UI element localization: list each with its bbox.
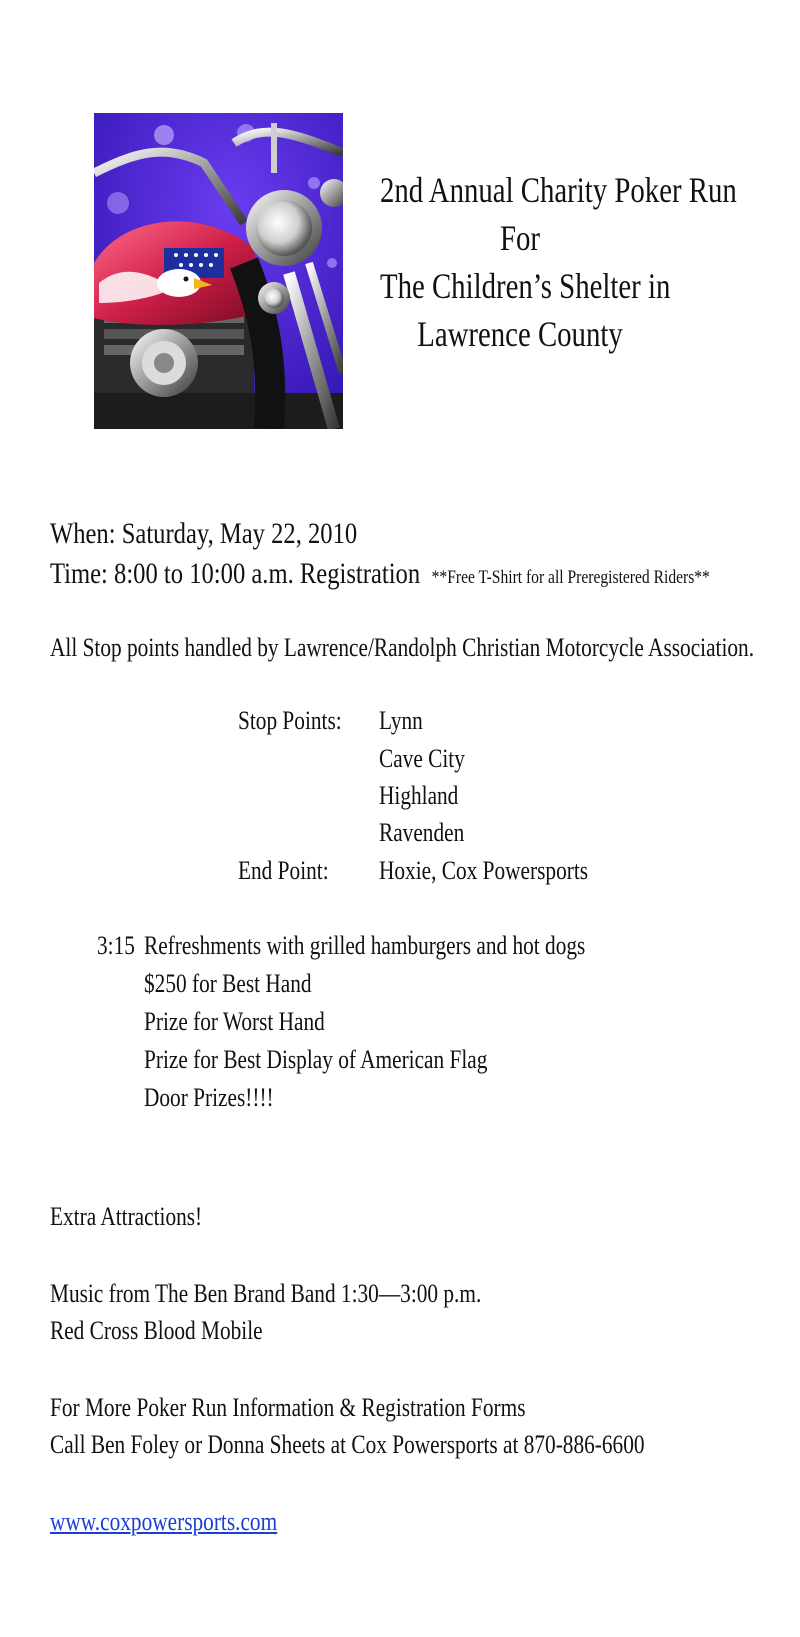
activity-item: $250 for Best Hand xyxy=(144,969,312,998)
stop-points-note: All Stop points handled by Lawrence/Randolph Christian Motorcycle Association. xyxy=(50,633,755,662)
motorcycle-illustration xyxy=(94,113,343,429)
website-link[interactable]: www.coxpowersports.com xyxy=(50,1507,278,1536)
title-line-1: 2nd Annual Charity Poker Run xyxy=(380,170,737,210)
stop-points-label: Stop Points: xyxy=(238,706,342,735)
event-date: When: Saturday, May 22, 2010 xyxy=(50,517,358,550)
stop-point: Lynn xyxy=(379,706,423,735)
stop-point: Cave City xyxy=(379,744,465,773)
stop-point: Ravenden xyxy=(379,818,465,847)
activity-item: Prize for Best Display of American Flag xyxy=(144,1045,488,1074)
contact-phone-line: Call Ben Foley or Donna Sheets at Cox Powersports at 870-886-6600 xyxy=(50,1430,645,1459)
end-point-label: End Point: xyxy=(238,856,329,885)
event-time xyxy=(50,557,710,591)
extra-attractions-heading: Extra Attractions! xyxy=(50,1202,203,1231)
title-line-2: For xyxy=(499,218,540,258)
title-line-3: The Children’s Shelter in xyxy=(380,266,671,306)
registration-time: Time: 8:00 to 10:00 a.m. Registration xyxy=(50,557,421,590)
blood-mobile-info: Red Cross Blood Mobile xyxy=(50,1316,263,1345)
activity-item: Door Prizes!!!! xyxy=(144,1083,274,1112)
refreshment-time: 3:15 xyxy=(97,931,135,960)
activity-item: Prize for Worst Hand xyxy=(144,1007,325,1036)
activity-item: Refreshments with grilled hamburgers and hot dogs xyxy=(144,931,586,960)
end-point-value: Hoxie, Cox Powersports xyxy=(379,856,589,885)
music-info: Music from The Ben Brand Band 1:30—3:00 p.m. xyxy=(50,1279,482,1308)
title-line-4: Lawrence County xyxy=(417,314,623,354)
stop-point: Highland xyxy=(379,781,459,810)
event-title xyxy=(380,166,737,358)
tshirt-note: **Free T-Shirt for all Preregistered Riders** xyxy=(431,567,710,588)
contact-info-line: For More Poker Run Information & Registration Forms xyxy=(50,1393,526,1422)
